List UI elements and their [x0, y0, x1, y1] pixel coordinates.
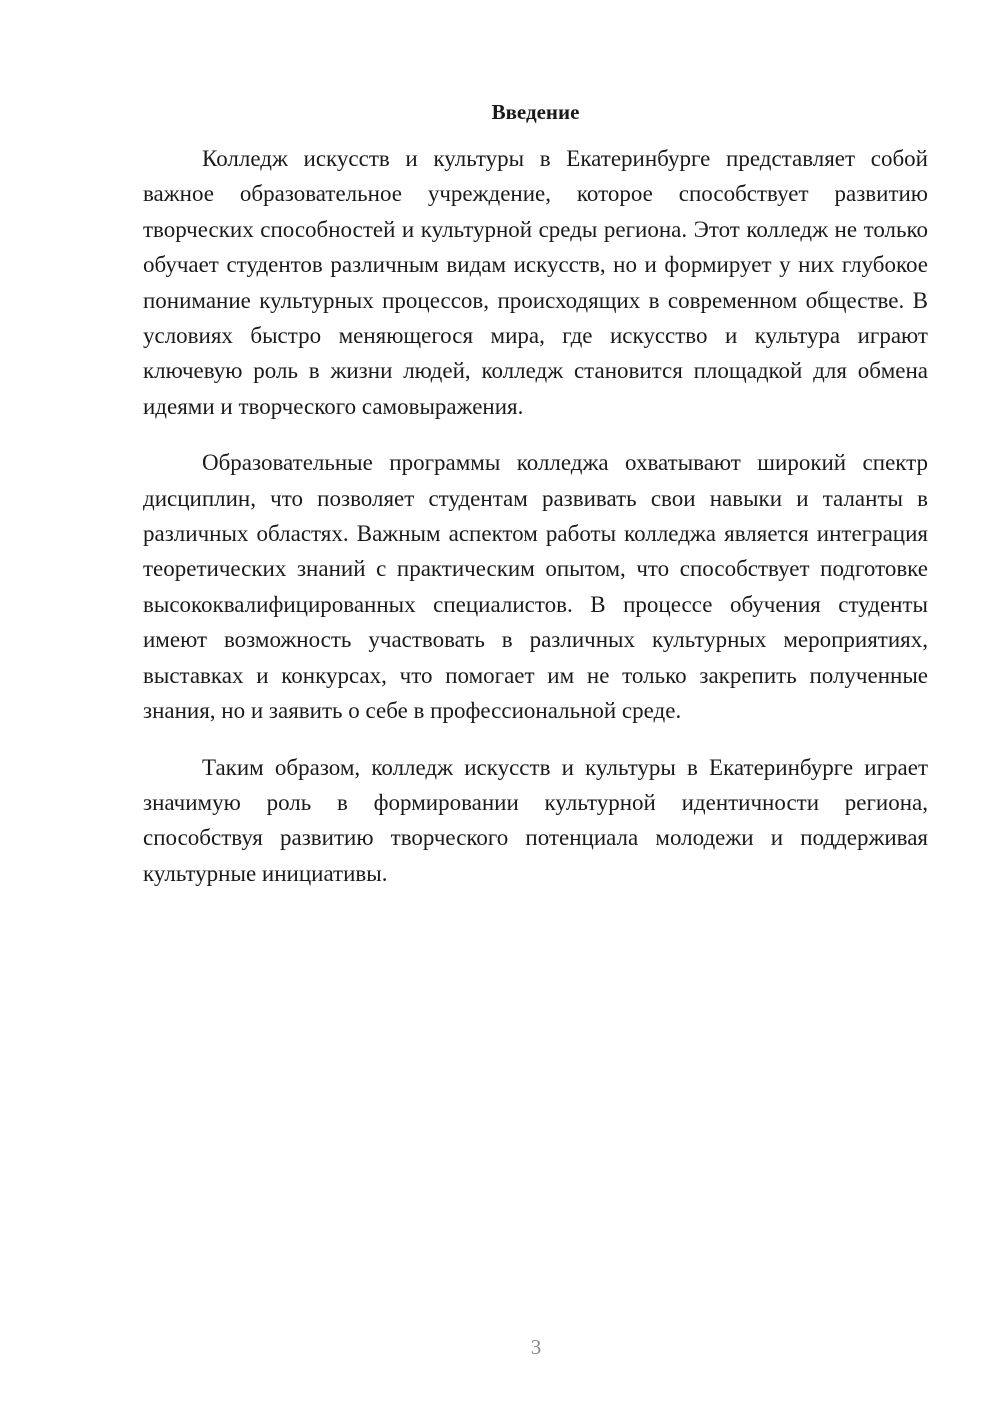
body-text	[143, 141, 928, 912]
paragraph-1: Колледж искусств и культуры в Екатеринбурге представляет собой важное образовательное учреждение, которое способствует развитию творческих способностей и культурной среды региона. Этот колледж не только обучает студентов различным видам искусств, но и формирует у них глубокое понимание культурных процессов, происходящих в современном обществе. В условиях быстро меняющегося мира, где искусство и культура играют ключевую роль в жизни людей, колледж становится площадкой для обмена идеями и творческого самовыражения.	[143, 146, 928, 419]
paragraph-3: Таким образом, колледж искусств и культуры в Екатеринбурге играет значимую роль в формировании культурной идентичности региона, способствуя развитию творческого потенциала молодежи и поддерживая культурные инициативы.	[143, 754, 928, 886]
paragraph-2: Образовательные программы колледжа охватывают широкий спектр дисциплин, что позволяет студентам развивать свои навыки и таланты в различных областях. Важным аспектом работы колледжа является интеграция теоретических знаний с практическим опытом, что способствует подготовке высококвалифицированных специалистов. В процессе обучения студенты имеют возможность участвовать в различных культурных мероприятиях, выставках и конкурсах, что помогает им не только закрепить полученные знания, но и заявить о себе в профессиональной среде.	[143, 450, 928, 724]
page-number: 3	[530, 1335, 542, 1359]
section-heading: Введение	[491, 100, 580, 124]
